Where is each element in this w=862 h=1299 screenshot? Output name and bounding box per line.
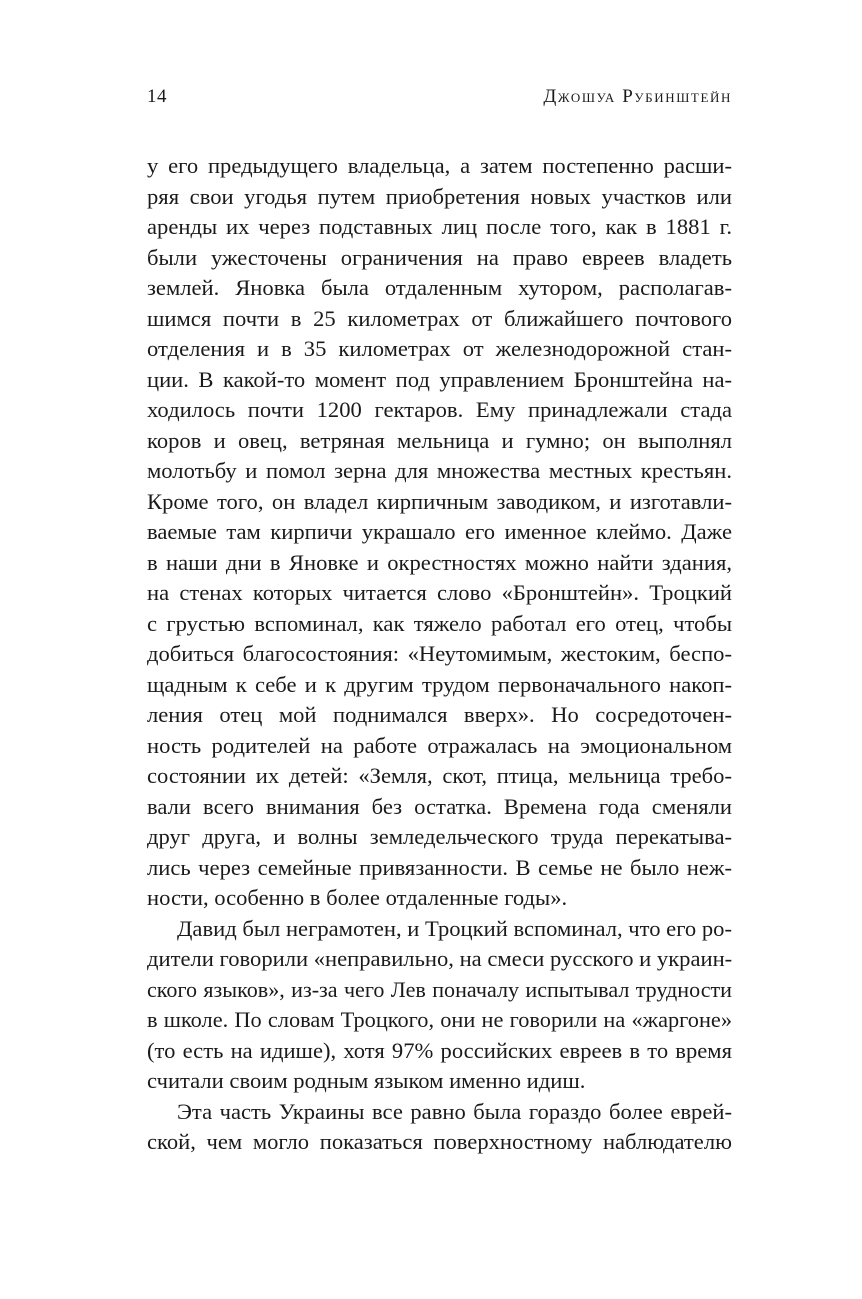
text-line: друг друга, и волны земледельческого труда перекатыва- — [147, 824, 732, 849]
text-line: у его предыдущего владельца, а затем постепенно расши- — [147, 153, 732, 178]
text-line: ции. В какой-то момент под управлением Бронштейна на- — [147, 366, 732, 392]
paragraph-3 — [147, 1097, 732, 1158]
text-line: Давид был неграмотен, и Троцкий вспоминал, что его ро- — [177, 915, 732, 941]
text-line: были ужесточены ограничения на право евреев владеть — [147, 244, 732, 270]
text-line: шимся почти в 25 километрах от ближайшего почтового — [147, 305, 732, 331]
text-line: ряя свои угодья путем приобретения новых участков или — [147, 183, 732, 209]
text-line: лись через семейные привязанности. В семье не было неж- — [147, 854, 732, 880]
text-line: добиться благосостояния: «Неутомимым, жестоким, беспо- — [147, 641, 732, 666]
text-line: ность родителей на работе отражалась на эмоциональном — [147, 732, 732, 758]
text-line: состоянии их детей: «Земля, скот, птица, мельница требо- — [147, 763, 732, 788]
text-line: считали своим родным языком именно идиш. — [147, 1068, 586, 1093]
body-text — [147, 151, 732, 1158]
paragraph-2 — [147, 914, 732, 1097]
text-line: ской, чем могло показаться поверхностному наблюдателю — [147, 1129, 732, 1154]
text-line: ваемые там кирпичи украшало его именное клеймо. Даже — [147, 519, 732, 544]
text-line: Эта часть Украины все равно была гораздо более еврей- — [177, 1098, 732, 1124]
page-header — [147, 86, 732, 116]
text-line: ходилось почти 1200 гектаров. Ему принадлежали стада — [147, 397, 732, 422]
page-number: 14 — [147, 86, 167, 107]
text-line: вали всего внимания без остатка. Времена года сменяли — [147, 793, 732, 819]
text-line: на стенах которых читается слово «Бронштейн». Троцкий — [147, 580, 732, 605]
text-line: Кроме того, он владел кирпичным заводиком, и изготавли- — [147, 488, 732, 514]
text-line: щадным к себе и к другим трудом первоначального накоп- — [147, 671, 732, 697]
text-line: отделения и в 35 километрах от железнодорожной стан- — [147, 336, 732, 361]
text-line: в наши дни в Яновке и окрестностях можно найти здания, — [147, 549, 732, 575]
text-line: (то есть на идише), хотя 97% российских евреев в то время — [147, 1037, 732, 1063]
text-line: дители говорили «неправильно, на смеси русского и украин- — [147, 946, 732, 971]
text-line: молотьбу и помол зерна для множества местных крестьян. — [147, 458, 732, 483]
text-line: коров и овец, ветряная мельница и гумно; он выполнял — [147, 427, 732, 453]
text-line: в школе. По словам Троцкого, они не говорили на «жаргоне» — [147, 1007, 732, 1032]
text-line: ского языков», из-за чего Лев поначалу испытывал трудности — [147, 976, 732, 1002]
paragraph-1 — [147, 151, 732, 914]
text-line: землей. Яновка была отдаленным хутором, располагав- — [147, 275, 732, 300]
text-line: ления отец мой поднимался вверх». Но сосредоточен- — [147, 702, 732, 727]
text-line: с грустью вспоминал, как тяжело работал его отец, чтобы — [147, 610, 732, 636]
text-line: ности, особенно в более отдаленные годы». — [147, 885, 568, 910]
text-line: аренды их через подставных лиц после того, как в 1881 г. — [147, 214, 732, 239]
running-head-author: Джошуа Рубинштейн — [543, 86, 732, 107]
